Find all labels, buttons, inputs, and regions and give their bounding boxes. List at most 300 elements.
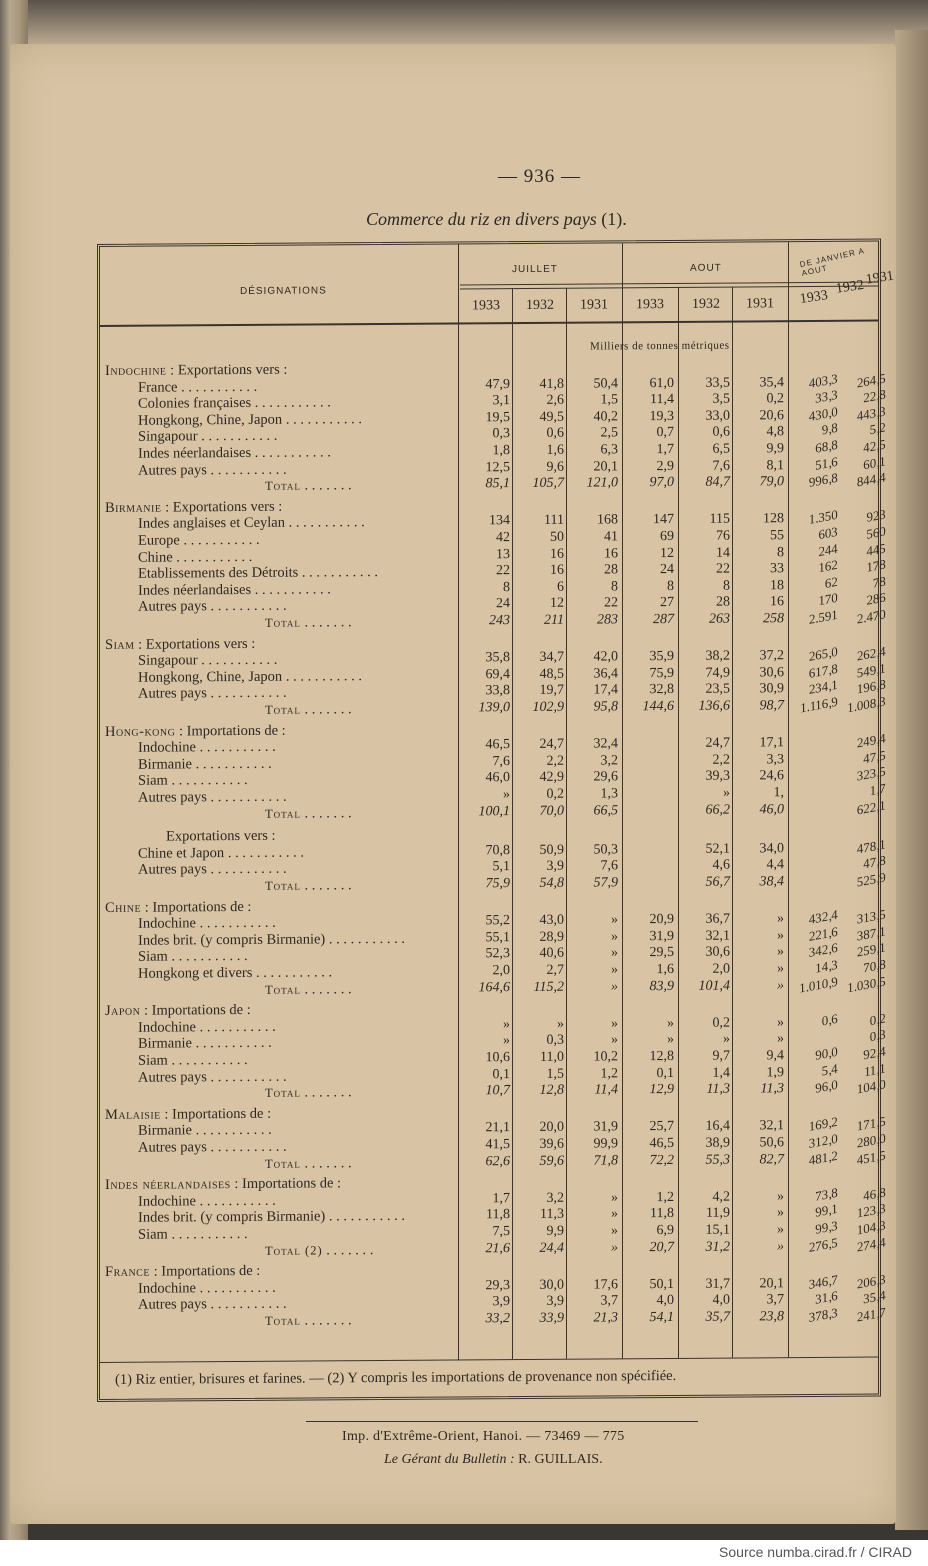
cell-value: 40,6 [539, 946, 564, 962]
cell-value: 34,0 [759, 841, 784, 857]
cell-value: 11,3 [540, 1207, 564, 1223]
cell-value: » [611, 945, 618, 961]
cell-value: 32,4 [593, 736, 618, 752]
year-header: 1931 [746, 296, 774, 312]
row-label-text: Indes brit. (y compris Birmanie) [138, 931, 326, 949]
cell-value-cumulative: 432,4 [807, 906, 839, 928]
cell-value: 33,9 [539, 1310, 564, 1326]
row-label: Hongkong, Chine, Japon . . . . . . . . . . . [138, 410, 362, 429]
row-label: Indochine . . . . . . . . . . . [138, 738, 276, 756]
cell-value-cumulative: 221,6 [807, 923, 839, 944]
cell-value: 16,4 [705, 1118, 730, 1135]
cell-value: 20,9 [649, 912, 674, 928]
country-name: Siam [105, 636, 135, 653]
cell-value-cumulative: 178 [865, 556, 887, 575]
cell-value: 35,7 [705, 1309, 730, 1325]
cell-value: 41,8 [539, 376, 564, 392]
cell-value: 9,9 [546, 1223, 564, 1239]
cell-value: 3,9 [546, 1294, 564, 1310]
cell-value: » [611, 978, 618, 995]
row-label-text: Etablissements des Détroits [138, 564, 299, 582]
cell-value: 28,9 [539, 929, 564, 945]
cell-value-cumulative: 31,6 [813, 1288, 839, 1308]
cell-value: 55 [770, 528, 784, 544]
row-label: France . . . . . . . . . . . [138, 378, 258, 396]
cell-value: 16 [550, 562, 564, 579]
cell-value: 24,7 [539, 736, 564, 753]
cell-value-cumulative: 549,1 [855, 660, 887, 681]
cell-value-cumulative: 47,5 [861, 747, 887, 767]
row-label: Indes anglaises et Ceylan . . . . . . . . . . . [138, 514, 365, 533]
cell-value-cumulative: 51,6 [813, 453, 839, 473]
cell-value-cumulative: 2.470 [855, 606, 887, 627]
cell-value-cumulative: 0,3 [868, 1026, 887, 1045]
cell-value: » [777, 1031, 784, 1047]
cell-value: 144,6 [642, 698, 674, 715]
total-label: Total . . . . . . . [265, 1154, 352, 1172]
cell-value: 11,0 [540, 1049, 564, 1065]
row-label-text: Siam [138, 1052, 168, 1069]
cell-value-cumulative: 60,1 [861, 453, 887, 472]
cell-value: 62,6 [485, 1153, 510, 1169]
section-label [105, 1263, 260, 1280]
cell-value: 27 [660, 595, 674, 611]
cell-value: 52,1 [705, 841, 730, 857]
cell-value: 75,9 [649, 665, 674, 681]
cell-value: 7,6 [600, 858, 618, 874]
cell-value: 33,5 [705, 375, 730, 391]
cell-value: 82,7 [759, 1151, 784, 1167]
row-label: Siam . . . . . . . . . . . [138, 1225, 248, 1243]
cell-value: 97,0 [649, 475, 674, 491]
cell-value: 36,4 [593, 666, 618, 682]
cell-value: 54,8 [539, 875, 564, 891]
total-label: Total . . . . . . . [265, 1312, 352, 1329]
header-group-rule [460, 282, 878, 286]
cell-value: 6,9 [656, 1222, 674, 1239]
footnote: (1) Riz entier, brisures et farines. — (2) Y compris les importations de provenance non spécifiée. [115, 1367, 677, 1388]
cell-value-cumulative: 73,8 [813, 1184, 839, 1204]
cell-value-cumulative: 0,2 [868, 1010, 887, 1028]
cell-value: 1,5 [600, 392, 618, 408]
cell-value: 57,9 [593, 875, 618, 891]
cell-value: 7,6 [492, 753, 510, 770]
country-name: France [105, 1263, 150, 1281]
cell-value-cumulative: 1.116,9 [798, 693, 839, 716]
cell-value: 16 [604, 545, 618, 562]
row-label-text: Indochine [138, 915, 196, 932]
row-label: Birmanie . . . . . . . . . . . [138, 755, 272, 773]
cell-value: 1,2 [656, 1189, 674, 1205]
cell-value: 14 [716, 545, 730, 561]
imprint-line: Imp. d'Extrême-Orient, Hanoi. — 73469 — 775 [342, 1429, 625, 1444]
cell-value: 43,0 [539, 912, 564, 929]
cell-value-cumulative: 342,6 [807, 940, 839, 961]
cell-value: 2,2 [712, 752, 730, 768]
cell-value: » [503, 1033, 510, 1049]
cell-value-cumulative: 104,3 [855, 1217, 887, 1238]
cell-value: 56,7 [705, 874, 730, 890]
cell-value: 7,5 [492, 1224, 510, 1240]
row-label: Siam . . . . . . . . . . . [138, 772, 248, 790]
cell-value: 42,0 [593, 649, 618, 665]
cell-value: 95,8 [593, 699, 618, 715]
cell-value-cumulative: 443,3 [855, 403, 887, 424]
total-label: Total . . . . . . . [265, 804, 352, 822]
cell-value: 8 [723, 578, 730, 594]
cell-value: 287 [653, 611, 674, 628]
cell-value: 3,5 [712, 391, 730, 407]
cell-value-cumulative: 378,3 [807, 1304, 839, 1325]
row-label-text: Birmanie [138, 1035, 192, 1053]
cell-value-cumulative: 313,5 [855, 906, 887, 927]
cell-value: 21,6 [485, 1240, 510, 1256]
cell-value: 33 [770, 561, 784, 577]
cell-value-cumulative: 196,8 [855, 676, 887, 697]
cell-value: 22 [604, 595, 618, 611]
cell-value-cumulative: 171,5 [855, 1113, 887, 1134]
cell-value: 33,8 [485, 683, 510, 699]
cell-value: 20,1 [593, 458, 618, 475]
cell-value: 0,2 [546, 786, 564, 802]
cell-value: 69 [660, 528, 674, 545]
cell-value: 24,6 [759, 768, 784, 784]
cell-value: 29,3 [485, 1277, 510, 1294]
title-text: Commerce du riz en divers pays [366, 209, 597, 229]
row-label: Indochine . . . . . . . . . . . [138, 1192, 276, 1210]
cell-value: 36,7 [705, 911, 730, 927]
cell-value: » [723, 785, 730, 801]
section-text: : Importations de : [230, 1175, 342, 1193]
cell-value: » [667, 1015, 674, 1031]
row-label-text: Siam [138, 948, 168, 966]
row-label: Autres pays . . . . . . . . . . . [138, 461, 287, 479]
cell-value: 15,1 [705, 1222, 730, 1238]
cell-value: 16 [550, 546, 564, 562]
cell-value-cumulative: 1,7 [868, 780, 887, 799]
table-bottom-rule [100, 1357, 878, 1363]
cell-value-cumulative: 923 [865, 506, 887, 526]
cell-value: 10,2 [593, 1049, 618, 1065]
cell-value: 66,5 [593, 802, 618, 819]
cell-value: 9,7 [712, 1048, 730, 1064]
year-header: 1933 [636, 297, 664, 313]
cell-value-cumulative: 481,2 [807, 1147, 839, 1168]
row-label: Indes brit. (y compris Birmanie) . . . . . . . . . . . [138, 1208, 405, 1227]
cell-value-cumulative: 47,8 [861, 852, 887, 872]
cell-value: 10,7 [485, 1083, 510, 1099]
cell-value: 0,1 [492, 1066, 510, 1082]
row-label-text: Birmanie [138, 1122, 192, 1140]
cell-value-cumulative: 525,9 [855, 869, 887, 890]
cell-value: » [723, 1031, 730, 1048]
section-text: : Exportations vers : [166, 361, 288, 379]
section-text: : Exportations vers : [161, 498, 283, 516]
cell-value-cumulative: 206,3 [855, 1271, 887, 1292]
cell-value: 0,3 [546, 1033, 564, 1049]
cell-value: 85,1 [485, 476, 510, 492]
cell-value: 8 [503, 579, 510, 595]
cell-value-cumulative: 286 [865, 589, 887, 609]
cell-value: 3,7 [600, 1293, 618, 1309]
cell-value: » [777, 977, 784, 993]
total-label: Total . . . . . . . [265, 614, 352, 631]
cell-value: 13 [496, 546, 510, 562]
cell-value: 1,7 [492, 1190, 510, 1207]
cell-value: 30,9 [759, 681, 784, 697]
total-label: Total . . . . . . . [265, 877, 352, 894]
cell-value: 105,7 [532, 475, 564, 492]
document-page [10, 44, 896, 1524]
cell-value: 0,6 [712, 424, 730, 441]
total-text: Total [265, 1313, 301, 1328]
data-table [97, 239, 895, 1402]
cell-value: 28 [604, 562, 618, 578]
cell-value: » [777, 928, 784, 944]
cell-value: 31,7 [705, 1276, 730, 1292]
row-label: Siam . . . . . . . . . . . [138, 1051, 248, 1069]
total-text: Total [265, 615, 301, 630]
country-name: Birmanie [105, 499, 162, 516]
row-label-text: Indes néerlandaises [138, 581, 252, 599]
cell-value: 22 [716, 561, 730, 577]
cell-value-cumulative: 35,4 [861, 1287, 887, 1307]
cell-value: » [611, 1016, 618, 1032]
cell-value: 6,3 [600, 442, 618, 458]
cell-value-cumulative: 1.350 [807, 507, 839, 528]
cell-value-cumulative: 312,0 [807, 1130, 839, 1151]
cell-value: 121,0 [586, 475, 618, 491]
country-name: Indochine [105, 362, 167, 379]
cell-value: 31,2 [705, 1239, 730, 1255]
cell-value: 34,7 [539, 649, 564, 666]
total-label: Total . . . . . . . [265, 1084, 352, 1101]
cell-value: 2,2 [546, 753, 564, 769]
cell-value-cumulative: 617,8 [807, 660, 839, 681]
cell-value-cumulative: 11,1 [862, 1060, 887, 1079]
country-name: Chine [105, 899, 142, 916]
cell-value: 24,4 [539, 1240, 564, 1256]
cell-value: » [611, 929, 618, 945]
cell-value: 3,9 [546, 859, 564, 875]
total-text: Total [265, 702, 301, 717]
row-label-text: Siam [138, 772, 168, 790]
cell-value-cumulative: 264,5 [855, 370, 887, 391]
cell-value: 11,4 [650, 392, 674, 408]
cell-value: 30,6 [705, 944, 730, 961]
total-text: Total [265, 478, 301, 494]
row-label: Autres pays . . . . . . . . . . . [138, 788, 287, 806]
cell-value: 0,2 [712, 1015, 730, 1031]
cell-value: 20,6 [759, 408, 784, 424]
cell-value: 42,9 [539, 770, 564, 786]
cell-value: 168 [597, 512, 618, 528]
cell-value: » [611, 1223, 618, 1239]
cell-value: 50,3 [593, 842, 618, 858]
row-label-text: Europe [138, 532, 180, 549]
cell-value-cumulative: 96,0 [813, 1076, 839, 1096]
header-bottom-rule [100, 320, 878, 327]
cell-value: 3,7 [766, 1292, 784, 1308]
row-label-text: Colonies françaises [138, 395, 252, 412]
cell-value: 211 [544, 612, 564, 628]
cell-value: 41,5 [485, 1137, 510, 1153]
cell-value: 1,5 [546, 1066, 564, 1082]
cell-value: 32,1 [705, 928, 730, 944]
cell-value: 30,6 [759, 665, 784, 681]
cell-value-cumulative: 78 [871, 573, 887, 591]
cell-value: » [611, 1206, 618, 1222]
row-label-text: Siam [138, 1226, 168, 1243]
cell-value: 38,4 [759, 874, 784, 890]
cell-value: 50,4 [593, 375, 618, 392]
cell-value: » [667, 1032, 674, 1048]
cell-value: 50 [550, 529, 564, 545]
total-text: Total [265, 878, 301, 893]
cell-value: » [503, 1016, 510, 1032]
unit-label: Milliers de tonnes métriques [590, 339, 730, 353]
row-label: Birmanie . . . . . . . . . . . [138, 1122, 272, 1140]
cell-value-cumulative: 1.008,3 [845, 693, 887, 716]
cell-value: 50,9 [539, 842, 564, 858]
cell-value: 12 [660, 545, 674, 561]
row-label: Singapour . . . . . . . . . . . [138, 428, 278, 446]
cell-value-cumulative: 280,0 [855, 1130, 887, 1151]
cell-value-cumulative: 70,8 [861, 956, 887, 976]
cell-value-cumulative: 169,2 [807, 1114, 839, 1135]
cell-value: 243 [489, 613, 510, 629]
cell-value: 115,2 [533, 979, 564, 995]
cell-value-cumulative: 603 [817, 523, 839, 543]
country-name: Indes néerlandaises [105, 1176, 231, 1194]
cell-value-cumulative: 68,8 [813, 436, 839, 456]
total-label: Total . . . . . . . [265, 980, 352, 998]
cell-value: 84,7 [705, 474, 730, 490]
row-label: Indes néerlandaises . . . . . . . . . . . [138, 581, 331, 599]
row-label-text: Singapour [138, 652, 198, 669]
cell-value: 24,7 [705, 735, 730, 751]
page-title [366, 209, 627, 230]
cell-value-cumulative: 22,8 [861, 386, 887, 406]
cell-value: » [611, 1190, 618, 1206]
row-label: Autres pays . . . . . . . . . . . [138, 685, 287, 703]
cell-value: » [777, 1015, 784, 1031]
row-label-text: Indes anglaises et Ceylan [138, 515, 285, 533]
cell-value: 283 [597, 612, 618, 628]
cell-value: 79,0 [759, 474, 784, 490]
cell-value: 23,5 [705, 681, 730, 698]
cell-value-cumulative: 42,5 [861, 436, 887, 456]
row-label: Colonies françaises . . . . . . . . . . . [138, 394, 331, 412]
cell-value: » [557, 1016, 564, 1032]
cell-value-cumulative: 346,7 [807, 1271, 839, 1292]
cell-value: 9,9 [766, 441, 784, 457]
cell-value: 1,7 [656, 441, 674, 458]
total-label: Total . . . . . . . [265, 701, 352, 718]
row-label-text: Hongkong, Chine, Japon [138, 668, 283, 686]
row-label-text: Autres pays [138, 461, 207, 479]
cell-value: 12,9 [649, 1082, 674, 1098]
section-label [105, 1106, 271, 1123]
cell-value: 2,6 [546, 392, 564, 409]
cell-value: 1,6 [546, 442, 564, 458]
cell-value: 24 [660, 562, 674, 578]
country-name: Malaisie [105, 1106, 161, 1123]
row-label-text: Chine [138, 549, 173, 566]
row-label-text: Indochine [138, 739, 196, 756]
cell-value: 19,7 [539, 683, 564, 699]
cell-value-cumulative: 99,1 [813, 1201, 839, 1221]
cell-value: 28 [716, 594, 730, 611]
section-label [105, 1175, 341, 1193]
row-label-text: France [138, 379, 178, 396]
cell-value: 71,8 [593, 1152, 618, 1169]
cell-value-cumulative: 92,4 [861, 1043, 887, 1063]
cell-value: 75,9 [485, 876, 510, 892]
cell-value: 20,1 [759, 1276, 784, 1292]
cell-value-cumulative: 403,3 [807, 370, 839, 391]
cell-value: » [611, 1239, 618, 1256]
cell-value-cumulative: 323,5 [855, 763, 887, 784]
year-header: 1933 [472, 298, 500, 314]
row-label: Autres pays . . . . . . . . . . . [138, 1296, 287, 1314]
cell-value-cumulative: 90,0 [813, 1043, 839, 1063]
cell-value: 48,5 [539, 666, 564, 682]
cell-value: 29,6 [593, 769, 618, 785]
cell-value-cumulative: 259,1 [855, 939, 887, 960]
row-label: Indes brit. (y compris Birmanie) . . . . . . . . . . . [138, 930, 405, 949]
manager-label: Le Gérant du Bulletin : [384, 1452, 515, 1467]
cell-value: 2,0 [492, 963, 510, 979]
section-text: : Importations de : [141, 898, 252, 916]
cell-value: 3,9 [492, 1294, 510, 1310]
year-header: 1932 [835, 277, 865, 297]
cell-value-cumulative: 478,1 [855, 836, 887, 857]
cell-value: 32,8 [649, 682, 674, 698]
cell-value-cumulative: 262,4 [855, 643, 887, 664]
cell-value: 128 [763, 511, 784, 527]
cell-value-cumulative: 274,4 [855, 1234, 887, 1255]
cell-value: 31,9 [649, 928, 674, 944]
cell-value: 19,3 [649, 408, 674, 424]
cell-value: 16 [770, 594, 784, 610]
cell-value: 12,8 [649, 1048, 674, 1065]
total-label: Total . . . . . . . [265, 477, 352, 494]
section-text: : Importations de : [175, 722, 286, 740]
cell-value-cumulative: 104,0 [855, 1076, 887, 1097]
cell-value-cumulative: 1.030,5 [845, 973, 887, 995]
cell-value: 258 [763, 611, 784, 627]
cell-value-cumulative: 265,0 [807, 643, 839, 665]
cell-value: 4,4 [766, 857, 784, 873]
cell-value: 9,6 [546, 459, 564, 475]
cell-value: 50,6 [759, 1135, 784, 1151]
cell-value: 70,8 [485, 842, 510, 859]
cell-value-cumulative: 5,4 [820, 1060, 839, 1079]
cell-value: 23,8 [759, 1309, 784, 1325]
cell-value: 29,5 [649, 945, 674, 961]
cell-value-cumulative: 0,6 [820, 1010, 839, 1029]
cell-value-cumulative: 244 [817, 540, 839, 559]
cell-value: 4,8 [766, 424, 784, 440]
row-label: Chine et Japon . . . . . . . . . . . [138, 844, 304, 862]
cell-value-cumulative: 170 [817, 590, 839, 609]
section-text: : Importations de : [160, 1105, 272, 1123]
cell-value-cumulative: 99,3 [813, 1217, 839, 1237]
row-label-text: Autres pays [138, 598, 207, 616]
cell-value: 17,4 [593, 682, 618, 698]
cell-value-cumulative: 276,5 [807, 1234, 839, 1255]
